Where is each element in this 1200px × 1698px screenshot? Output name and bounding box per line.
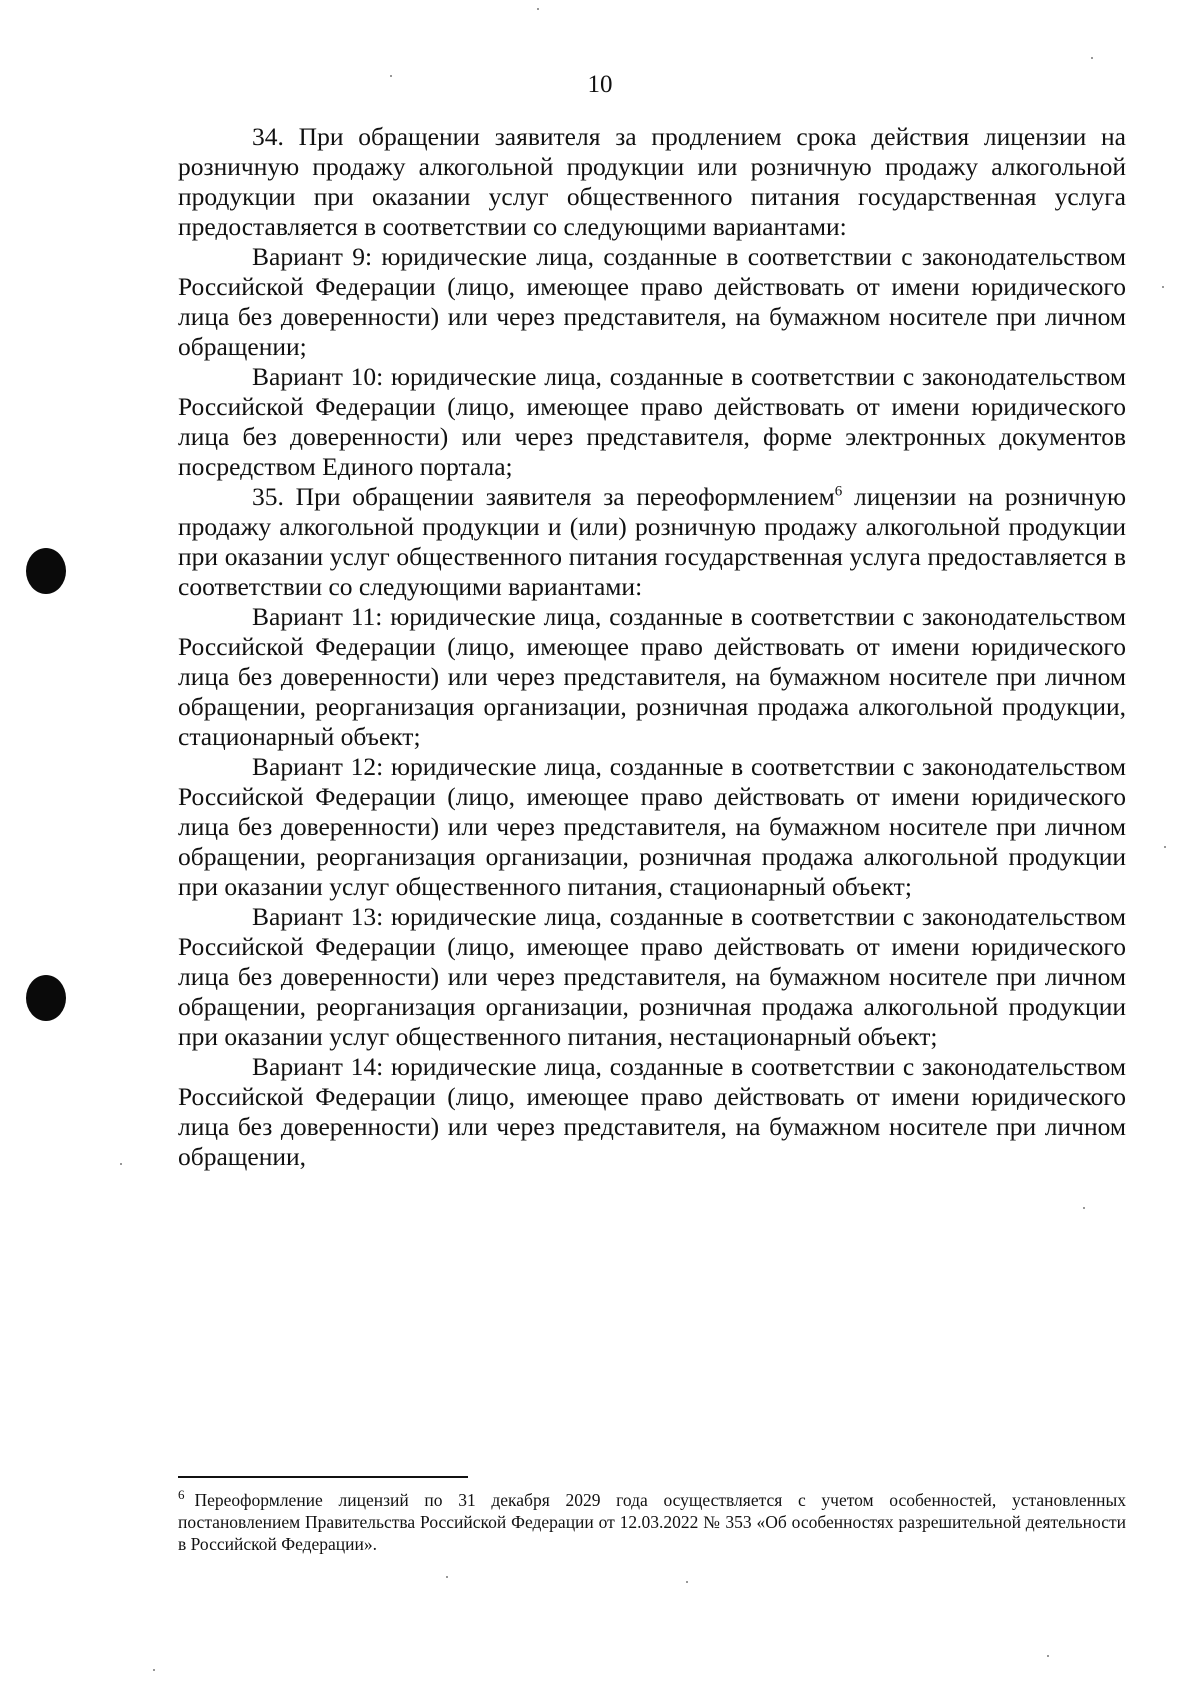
scan-speck (153, 1669, 155, 1671)
variant-11: Вариант 11: юридические лица, созданные в соответствии с законодательством Российской Федерации (лицо, имеющее право действовать от имени юридического лица без доверенности) или через представителя, на бумажном носителе при личном обращении, реорганизация организации, розничная продажа алкогольной продукции, стационарный объект; (178, 602, 1126, 751)
scan-speck (120, 1163, 122, 1165)
footnote-reference[interactable]: 6 (834, 483, 843, 500)
variant-12: Вариант 12: юридические лица, созданные в соответствии с законодательством Российской Федерации (лицо, имеющее право действовать от имени юридического лица без доверенности) или через представителя, на бумажном носителе при личном обращении, реорганизация организации, розничная продажа алкогольной продукции при оказании услуг общественного питания, стационарный объект; (178, 752, 1126, 901)
punch-hole-top (26, 548, 66, 594)
page-number: 10 (587, 71, 613, 98)
punch-hole-bottom (26, 975, 66, 1021)
scan-speck (686, 1581, 688, 1583)
scan-speck (537, 8, 539, 10)
scan-speck (1162, 286, 1164, 288)
scan-speck (390, 75, 392, 77)
footnote-divider (178, 1476, 468, 1478)
footnote-mark: 6 (178, 1487, 185, 1503)
paragraph-35-lead: 35. При обращении заявителя за переоформлением (252, 482, 835, 511)
document-body (178, 122, 1126, 1172)
scan-speck (1091, 57, 1093, 59)
footnote (178, 1489, 1126, 1555)
variant-10: Вариант 10: юридические лица, созданные в соответствии с законодательством Российской Федерации (лицо, имеющее право действовать от имени юридического лица без доверенности) или через представителя, форме электронных документов посредством Единого портала; (178, 362, 1126, 481)
variant-13: Вариант 13: юридические лица, созданные в соответствии с законодательством Российской Федерации (лицо, имеющее право действовать от имени юридического лица без доверенности) или через представителя, на бумажном носителе при личном обращении, реорганизация организации, розничная продажа алкогольной продукции при оказании услуг общественного питания, нестационарный объект; (178, 902, 1126, 1051)
paragraph-35 (178, 482, 1126, 602)
paragraph-34: 34. При обращении заявителя за продлением срока действия лицензии на розничную продажу алкогольной продукции или розничную продажу алкогольной продукции при оказании услуг общественного питания государственная услуга предоставляется в соответствии со следующими вариантами: (178, 122, 1126, 241)
scan-speck (1164, 846, 1166, 848)
scan-speck (1083, 1207, 1085, 1209)
scan-speck (1047, 1655, 1049, 1657)
scan-speck (446, 1576, 448, 1578)
variant-9: Вариант 9: юридические лица, созданные в соответствии с законодательством Российской Федерации (лицо, имеющее право действовать от имени юридического лица без доверенности) или через представителя, на бумажном носителе при личном обращении; (178, 242, 1126, 361)
paragraph-35-rest: лицензии на розничную продажу алкогольной продукции и (или) розничную продажу алкогольной продукции при оказании услуг общественного питания государственная услуга предоставляется в соответствии со следующими вариантами: (178, 482, 1126, 601)
footnote-text: Переоформление лицензий по 31 декабря 2029 года осуществляется с учетом особенностей, установленных постановлением Правительства Российской Федерации от 12.03.2022 № 353 «Об особенностях разрешительной деятельности в Российской Федерации». (178, 1490, 1126, 1554)
variant-14: Вариант 14: юридические лица, созданные в соответствии с законодательством Российской Федерации (лицо, имеющее право действовать от имени юридического лица без доверенности) или через представителя, на бумажном носителе при личном обращении, (178, 1052, 1126, 1171)
